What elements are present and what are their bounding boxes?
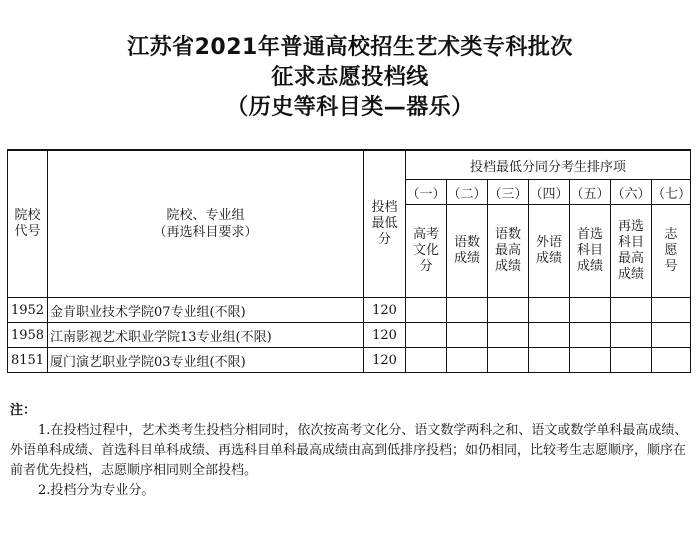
tie-col-index: （七） [652,180,691,205]
title-line-1: 江苏省2021年普通高校招生艺术类专科批次 [127,35,573,60]
tie-col-label: 语数成绩 [447,205,488,298]
tie-col-index: （五） [570,180,611,205]
table-row [8,298,691,323]
school-group-name: 厦门演艺职业学院03专业组(不限) [48,348,364,373]
tie-col-index: （六） [611,180,652,205]
tie-col-label: 语数最高成绩 [488,205,529,298]
tie-col-label: 高考文化分 [406,205,447,298]
min-score: 120 [364,348,406,373]
school-group-name: 金肯职业技术学院07专业组(不限) [48,298,364,323]
admission-score-table [7,149,691,373]
tie-col-index: （四） [529,180,570,205]
tie-col-label: 志愿号 [652,205,691,298]
tie-col-index: （一） [406,180,447,205]
school-code: 8151 [8,348,48,373]
header-min-score: 投档最低分 [364,150,406,298]
tie-col-index: （二） [447,180,488,205]
tie-col-index: （三） [488,180,529,205]
school-code: 1952 [8,298,48,323]
min-score: 120 [364,298,406,323]
table-row [8,348,691,373]
title-line-2: 征求志愿投档线 [271,65,429,90]
note-item: 2.投档分为专业分。 [38,483,155,498]
school-group-name: 江南影视艺术职业学院13专业组(不限) [48,323,364,348]
header-school-code: 院校代号 [8,150,48,298]
notes-heading: 注： [10,403,37,418]
note-item: 1.在投档过程中，艺术类考生投档分相同时，依次按高考文化分、语文数学两科之和、语文或数学单科最高成绩、外语单科成绩、首选科目单科成绩、再选科目单科最高成绩由高到低排序投档；如仍相同，比较考生志愿顺序，顺序在前者优先投档，志愿顺序相同则全部投档。 [10,423,688,478]
min-score: 120 [364,323,406,348]
table-row [8,323,691,348]
tie-col-label: 再选科目最高成绩 [611,205,652,298]
title-line-3: （历史等科目类—器乐） [226,95,474,120]
notes-section [10,401,690,501]
header-school-group: 院校、专业组 （再选科目要求） [48,150,364,298]
school-code: 1958 [8,323,48,348]
tie-col-label: 外语成绩 [529,205,570,298]
header-tie-break: 投档最低分同分考生排序项 [406,150,691,180]
tie-col-label: 首选科目成绩 [570,205,611,298]
